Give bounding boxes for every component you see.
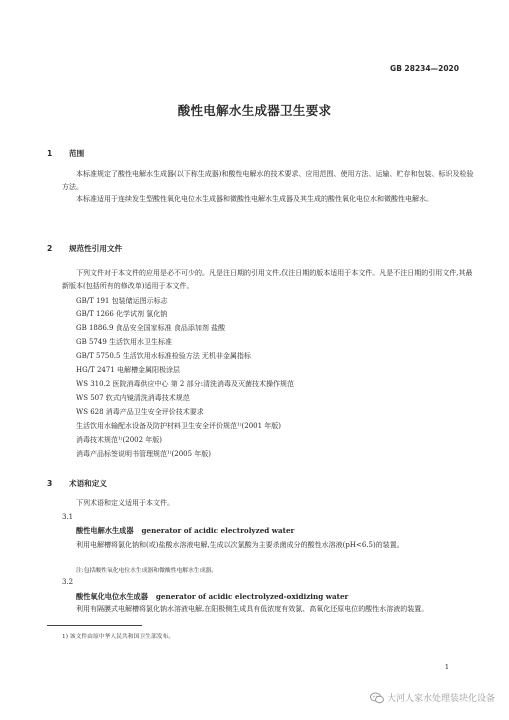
reference-item: WS 507 软式内镜清洗消毒技术规范 bbox=[76, 394, 190, 402]
term-definition: 利用电解槽将氯化钠和(或)盐酸水溶液电解,生成以次氯酸为主要杀菌成分的酸性水溶液(pH<6.5)的装置。 bbox=[76, 541, 404, 549]
reference-item: WS 310.2 医院消毒供应中心 第 2 部分:清洗消毒及灭菌技术操作规范 bbox=[76, 380, 294, 388]
footnote: 1) 该文件由原中华人民共和国卫生部发布。 bbox=[62, 634, 175, 640]
watermark-text: 大河人家水处理装块化设备 bbox=[386, 694, 495, 704]
footnote-divider bbox=[47, 625, 142, 626]
section-number: 3 bbox=[47, 479, 53, 488]
reference-item: 消毒技术规范¹⁾(2002 年版) bbox=[76, 436, 163, 444]
section-1-paragraph-2: 本标准适用于连续发生型酸性氧化电位水生成器和微酸性电解水生成器及其生成的酸性氧化电位水和微酸性电解水。 bbox=[76, 195, 433, 203]
section-title: 术语和定义 bbox=[69, 479, 107, 488]
term-title-cn: 酸性氧化电位水生成器 bbox=[76, 592, 148, 601]
section-3-intro: 下列术语和定义适用于本文件。 bbox=[76, 499, 174, 507]
section-number: 1 bbox=[47, 149, 53, 158]
section-2-intro: 下列文件对于本文件的应用是必不可少的。凡是注日期的引用文件,仅注日期的版本适用于本文件。凡是不注日期的引用文件,其最新版本(包括所有的修改单)适用于本文件。 bbox=[62, 269, 473, 290]
term-title-en: generator of acidic electrolyzed-oxidizing water bbox=[155, 592, 349, 601]
reference-item: GB 1886.9 食品安全国家标准 食品添加剂 盐酸 bbox=[76, 324, 226, 332]
reference-item: GB 5749 生活饮用水卫生标准 bbox=[76, 338, 173, 346]
watermark bbox=[370, 691, 495, 704]
page-number: 1 bbox=[444, 663, 449, 671]
term-note: 注:包括酸性氧化电位水生成器和微酸性电解水生成器。 bbox=[76, 568, 218, 574]
reference-item: WS 628 消毒产品卫生安全评价技术要求 bbox=[76, 408, 204, 416]
standard-code: GB 28234—2020 bbox=[390, 64, 459, 73]
term-title bbox=[76, 526, 294, 536]
reference-item: GB/T 5750.5 生活饮用水标准检验方法 无机非金属指标 bbox=[76, 352, 251, 360]
reference-item: 消毒产品标签说明书管理规范¹⁾(2005 年版) bbox=[76, 450, 212, 458]
term-number: 3.1 bbox=[62, 513, 74, 521]
reference-item: GB/T 1266 化学试剂 氯化钠 bbox=[76, 310, 168, 318]
term-title-en: generator of acidic electrolyzed water bbox=[141, 526, 295, 535]
term-definition: 利用有隔膜式电解槽将氯化钠水溶液电解,在阳极侧生成具有低浓度有效氯、高氧化还原电位的酸性水溶液的装置。 bbox=[76, 605, 429, 613]
section-title: 规范性引用文件 bbox=[69, 244, 123, 253]
section-1-heading bbox=[47, 148, 84, 159]
section-3-heading bbox=[47, 478, 107, 489]
term-number: 3.2 bbox=[62, 578, 74, 586]
section-2-heading bbox=[47, 243, 122, 254]
section-number: 2 bbox=[47, 244, 53, 253]
wechat-icon bbox=[370, 692, 384, 704]
section-title: 范围 bbox=[69, 149, 85, 158]
reference-item: 生活饮用水输配水设备及防护材料卫生安全评价规范¹⁾(2001 年版) bbox=[76, 422, 282, 430]
reference-item: HG/T 2471 电解槽金属阳极涂层 bbox=[76, 366, 180, 374]
reference-item: GB/T 191 包装储运图示标志 bbox=[76, 297, 168, 305]
term-title-cn: 酸性电解水生成器 bbox=[76, 526, 134, 535]
document-title: 酸性电解水生成器卫生要求 bbox=[177, 103, 332, 118]
section-1-paragraph-1: 本标准规定了酸性电解水生成器(以下称生成器)和酸性电解水的技术要求、应用范围、使用方法、运输、贮存和包装、标识及检验方法。 bbox=[62, 170, 474, 191]
term-title bbox=[76, 592, 348, 602]
